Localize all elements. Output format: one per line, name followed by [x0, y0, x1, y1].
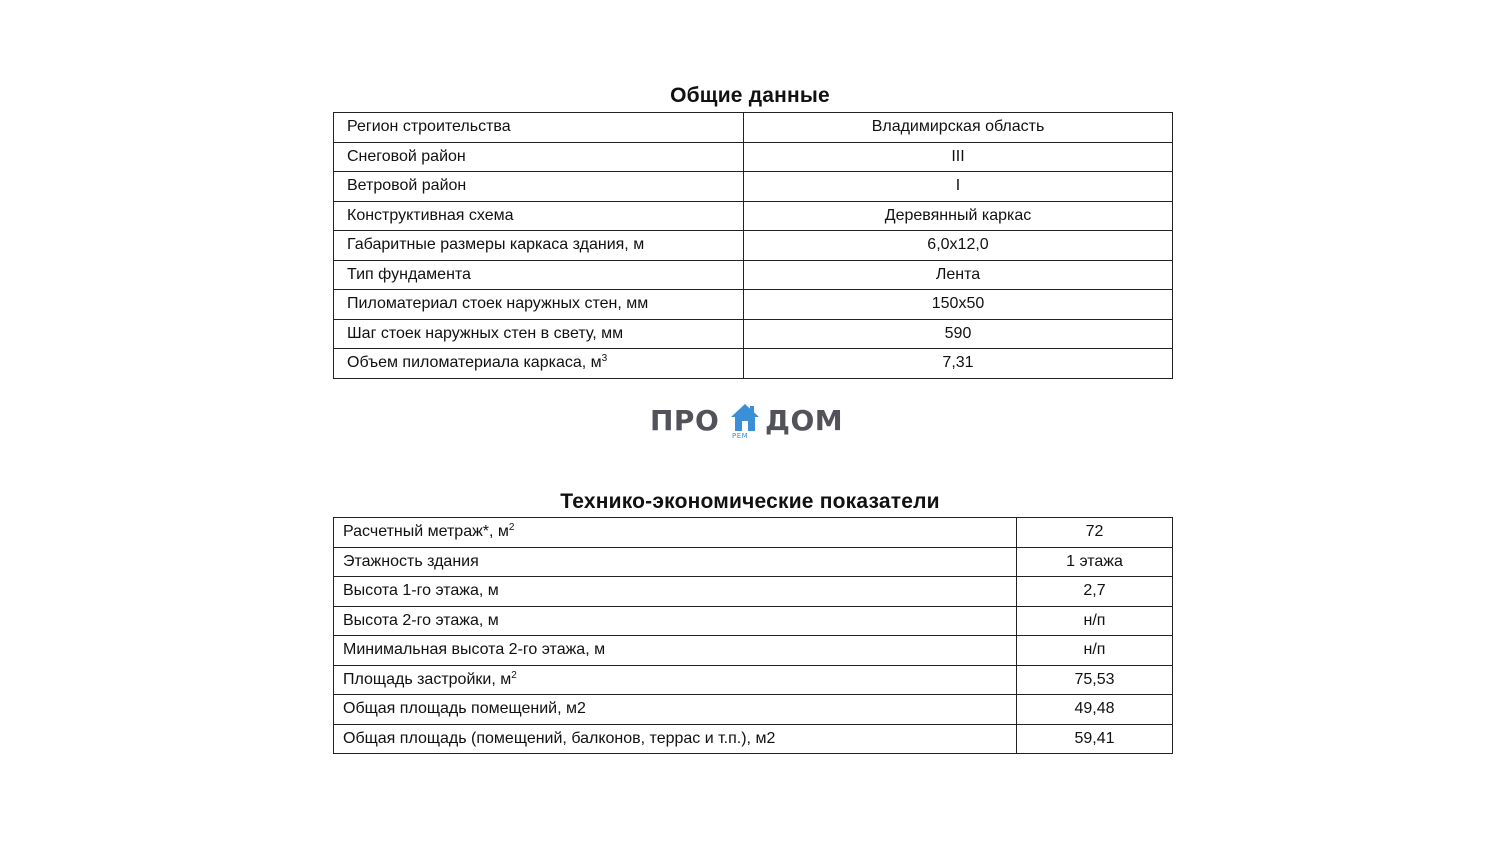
table-row	[334, 349, 1173, 379]
table-row	[334, 113, 1173, 143]
table-row	[334, 577, 1173, 607]
row-value: I	[744, 172, 1173, 202]
row-label: Высота 2-го этажа, м	[334, 606, 1017, 636]
table-row	[334, 606, 1173, 636]
table-row	[334, 695, 1173, 725]
row-label: Этажность здания	[334, 547, 1017, 577]
row-label: Минимальная высота 2-го этажа, м	[334, 636, 1017, 666]
table-row	[334, 319, 1173, 349]
table-row	[334, 290, 1173, 320]
row-label: Ветровой район	[334, 172, 744, 202]
row-label: Расчетный метраж*, $м^2$	[334, 518, 1017, 548]
table-row	[334, 260, 1173, 290]
logo-right-text: ДОМ	[765, 404, 844, 437]
table-row	[334, 636, 1173, 666]
row-label: Конструктивная схема	[334, 201, 744, 231]
row-label: Тип фундамента	[334, 260, 744, 290]
table-row	[334, 172, 1173, 202]
table-row	[334, 201, 1173, 231]
row-value: н/п	[1017, 606, 1173, 636]
row-value: 72	[1017, 518, 1173, 548]
row-value: III	[744, 142, 1173, 172]
row-value: 59,41	[1017, 724, 1173, 754]
row-label: Регион строительства	[334, 113, 744, 143]
table-row	[334, 231, 1173, 261]
table-row	[334, 547, 1173, 577]
row-label: Общая площадь помещений, м2	[334, 695, 1017, 725]
row-label: Общая площадь (помещений, балконов, террас и т.п.), м2	[334, 724, 1017, 754]
row-value: 150х50	[744, 290, 1173, 320]
row-label: Габаритные размеры каркаса здания, м	[334, 231, 744, 261]
tech-indicators-title: Технико-экономические показатели	[560, 490, 940, 513]
row-value: 7,31	[744, 349, 1173, 379]
logo-small-text: РЕМ	[732, 432, 749, 440]
row-value: 49,48	[1017, 695, 1173, 725]
row-label: Шаг стоек наружных стен в свету, мм	[334, 319, 744, 349]
general-data-title: Общие данные	[670, 84, 830, 107]
table-row	[334, 724, 1173, 754]
row-label: Объем пиломатериала каркаса, $м^3$	[334, 349, 744, 379]
row-label: Высота 1-го этажа, м	[334, 577, 1017, 607]
table-row	[334, 518, 1173, 548]
row-value: 6,0х12,0	[744, 231, 1173, 261]
row-label: Пиломатериал стоек наружных стен, мм	[334, 290, 744, 320]
table-row	[334, 142, 1173, 172]
row-label: Площадь застройки, $м^2$	[334, 665, 1017, 695]
row-label: Снеговой район	[334, 142, 744, 172]
row-value: 75,53	[1017, 665, 1173, 695]
row-value: 1 этажа	[1017, 547, 1173, 577]
row-value: 590	[744, 319, 1173, 349]
row-value: Деревянный каркас	[744, 201, 1173, 231]
tech-indicators-table	[333, 517, 1173, 754]
table-row	[334, 665, 1173, 695]
general-data-table	[333, 112, 1173, 379]
row-value: Владимирская область	[744, 113, 1173, 143]
row-value: н/п	[1017, 636, 1173, 666]
pro-dom-logo	[648, 401, 853, 445]
row-value: Лента	[744, 260, 1173, 290]
row-value: 2,7	[1017, 577, 1173, 607]
house-icon	[729, 402, 761, 432]
logo-left-text: ПРО	[650, 404, 720, 437]
